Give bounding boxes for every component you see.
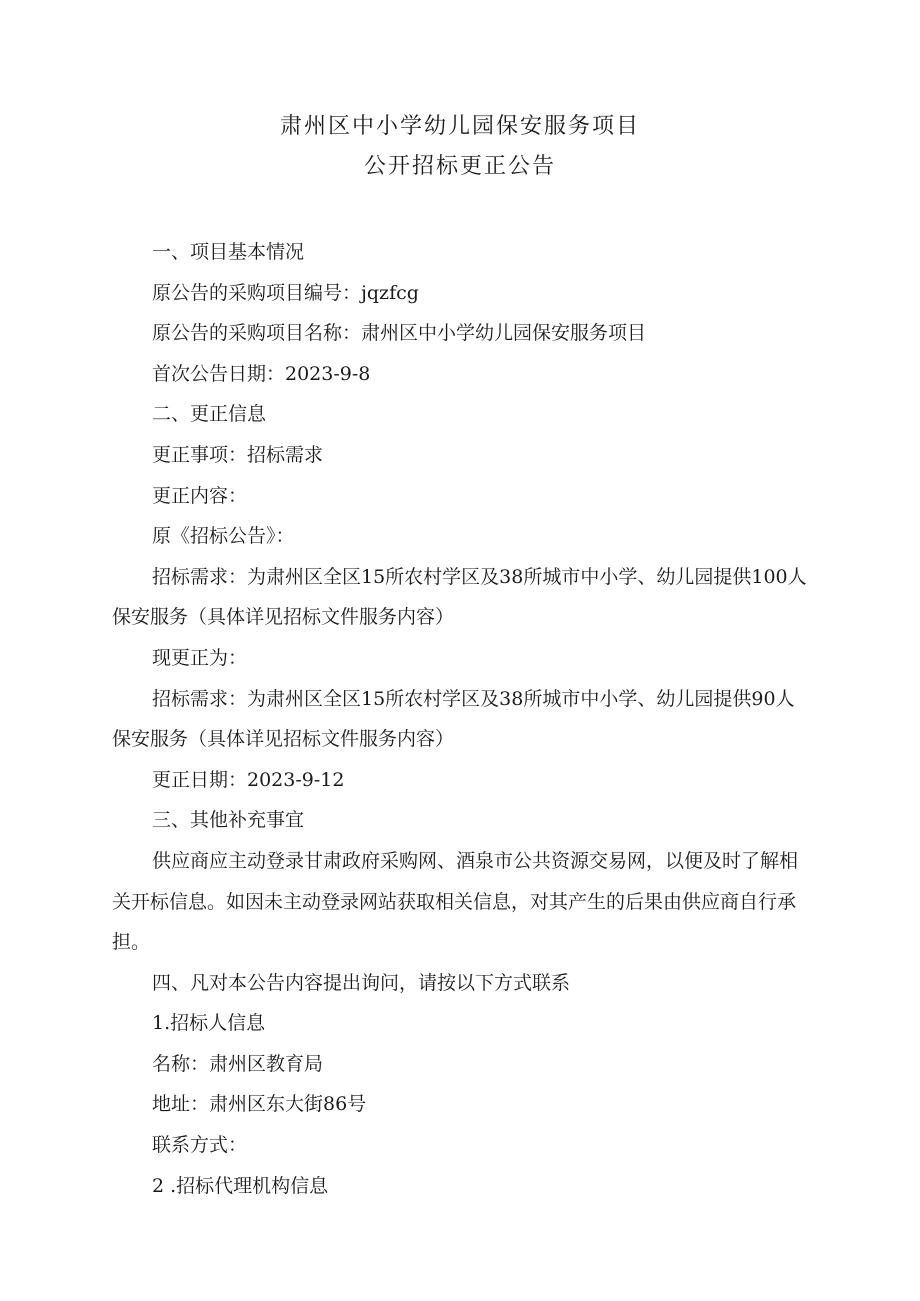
tenderer-info-heading: 1.招标人信息 <box>152 1012 266 1035</box>
document-body <box>112 232 812 1206</box>
section-heading-contact: 四、凡对本公告内容提出询问，请按以下方式联系 <box>152 971 571 994</box>
tenderer-address: 地址：肃州区东大街86号 <box>152 1093 367 1116</box>
original-tender-requirement: 招标需求：为肃州区全区15所农村学区及38所城市中小学、幼儿园提供100人保安服务（具体详见招标文件服务内容） <box>112 565 807 629</box>
document-title-line-1: 肃州区中小学幼儿园保安服务项目 <box>279 114 640 139</box>
section-heading-other-matters: 三、其他补充事宜 <box>152 809 305 832</box>
tenderer-contact: 联系方式： <box>152 1134 248 1157</box>
agency-info-heading: 2 .招标代理机构信息 <box>152 1174 329 1197</box>
corrected-to-label: 现更正为： <box>152 646 248 669</box>
section-heading-correction-info: 二、更正信息 <box>152 403 267 426</box>
supplier-notice: 供应商应主动登录甘肃政府采购网、酒泉市公共资源交易网，以便及时了解相关开标信息。如因未主动登录网站获取相关信息，对其产生的后果由供应商自行承担。 <box>112 849 799 954</box>
first-announcement-date: 首次公告日期：2023-9-8 <box>152 362 371 385</box>
original-project-number: 原公告的采购项目编号：jqzfcg <box>152 281 419 304</box>
correction-item: 更正事项：招标需求 <box>152 443 324 466</box>
tenderer-name: 名称：肃州区教育局 <box>152 1052 324 1075</box>
correction-date: 更正日期：2023-9-12 <box>152 768 345 791</box>
original-project-name: 原公告的采购项目名称：肃州区中小学幼儿园保安服务项目 <box>152 322 647 345</box>
corrected-tender-requirement: 招标需求：为肃州区全区15所农村学区及38所城市中小学、幼儿园提供90人保安服务（具体详见招标文件服务内容） <box>112 687 795 751</box>
document-title-line-2: 公开招标更正公告 <box>363 154 556 179</box>
section-heading-project-info: 一、项目基本情况 <box>152 241 305 263</box>
original-announcement-label: 原《招标公告》： <box>152 525 295 548</box>
correction-content-label: 更正内容： <box>152 484 248 507</box>
